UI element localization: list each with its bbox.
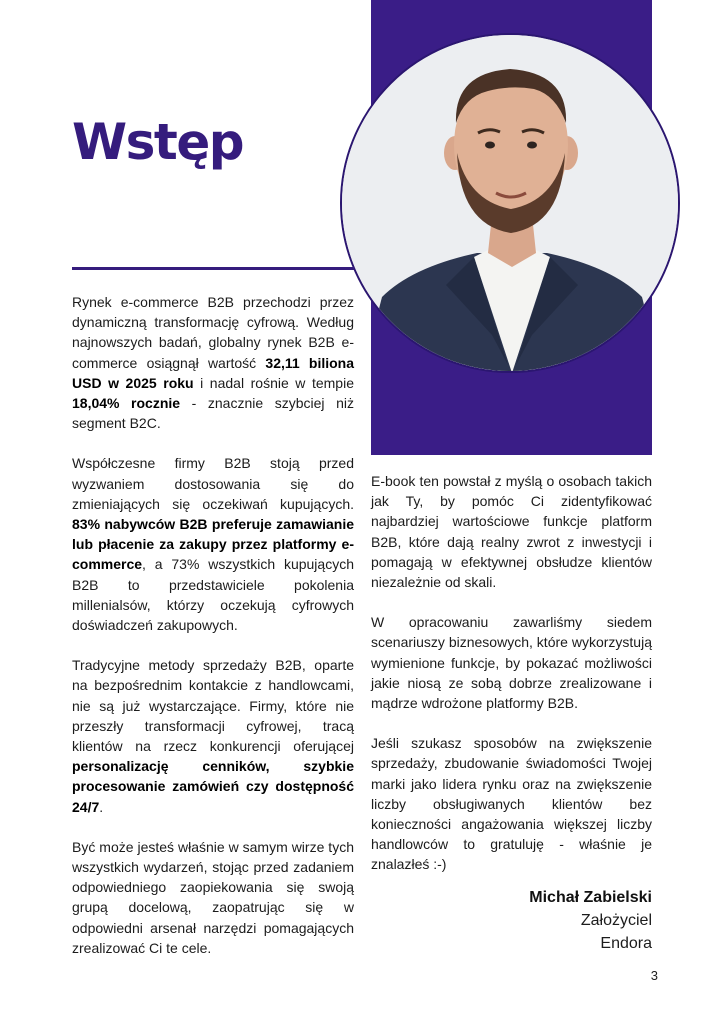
paragraph-scenarios: W opracowaniu zawarliśmy siedem scenariuszy biznesowych, które wykorzystują wymienione funkcje, by pokazać możliwości jakie niosą ze sobą dobrze zrealizowane i mądrze wdrożone platformy B2B. (371, 614, 652, 712)
author-photo (340, 33, 680, 373)
paragraph-buyers: Współczesne firmy B2B stoją przed wyzwaniem dostosowania się do zmieniających się oczekiwań kupujących. 83% nabywców B2B preferuje zamawianie lub płacenie za zakupy przez platformy e-commerce, a 73% wszystkich kupujących B2B to przedstawiciele pokolenia millenialsów, którzy oczekują cyfrowych doświadczeń zakupowych. (72, 455, 354, 634)
left-column (72, 292, 354, 978)
signature-role: Założyciel (580, 912, 652, 929)
paragraph-closing: Jeśli szukasz sposobów na zwiększenie sprzedaży, zbudowanie świadomości Twojej marki jako lidera rynku oraz na zwiększenie liczby obsługiwanych klientów bez konieczności angażowania większej liczby handlowców to gratuluję - właśnie je znalazłeś :-) (371, 735, 652, 873)
paragraph-traditional-sales: Tradycyjne metody sprzedaży B2B, oparte na bezpośrednim kontakcie z handlowcami, nie są już wystarczające. Firmy, które nie przeszły transformacji cyfrowej, tracą klientów na rzecz konkurencji oferującej personalizację cenników, szybkie procesowanie zamówień czy dostępność 24/7. (72, 657, 354, 815)
highlight-market-value: 32,11 biliona USD w 2025 roku (72, 354, 354, 391)
title-divider (72, 267, 354, 270)
highlight-growth-rate: 18,04% rocznie (72, 395, 181, 412)
signature-name: Michał Zabielski (529, 889, 652, 906)
right-column (371, 471, 652, 895)
highlight-buyer-preference: 83% nabywców B2B preferuje zamawianie lub płacenie za zakupy przez platformy e-commerce (72, 516, 354, 573)
paragraph-audience: Być może jesteś właśnie w samym wirze tych wszystkich wydarzeń, stojąc przed zadaniem odpowiedniego zaopiekowania się swoją grupą docelową, zaopatrując się w odpowiedni arsenał narzędzi pomagających zrealizować Ci te cele. (72, 838, 354, 956)
paragraph-market: Rynek e-commerce B2B przechodzi przez dynamiczną transformację cyfrową. Według najnowszych badań, globalny rynek B2B e-commerce osiągnął wartość 32,11 biliona USD w 2025 roku i nadal rośnie w tempie 18,04% rocznie - znacznie szybciej niż segment B2C. (72, 294, 354, 432)
highlight-features: personalizację cenników, szybkie procesowanie zamówień czy dostępność 24/7 (72, 758, 354, 815)
page-number: 3 (650, 968, 658, 983)
signature (529, 886, 652, 955)
signature-company: Endora (600, 935, 652, 952)
page-title: Wstęp (72, 113, 244, 171)
paragraph-ebook-purpose: E-book ten powstał z myślą o osobach takich jak Ty, by pomóc Ci zidentyfikować najbardziej wartościowe funkcje platform B2B, które dają realny zwrot z inwestycji i pomagają w efektywnej obsłudze klientów niezależnie od skali. (371, 473, 652, 591)
